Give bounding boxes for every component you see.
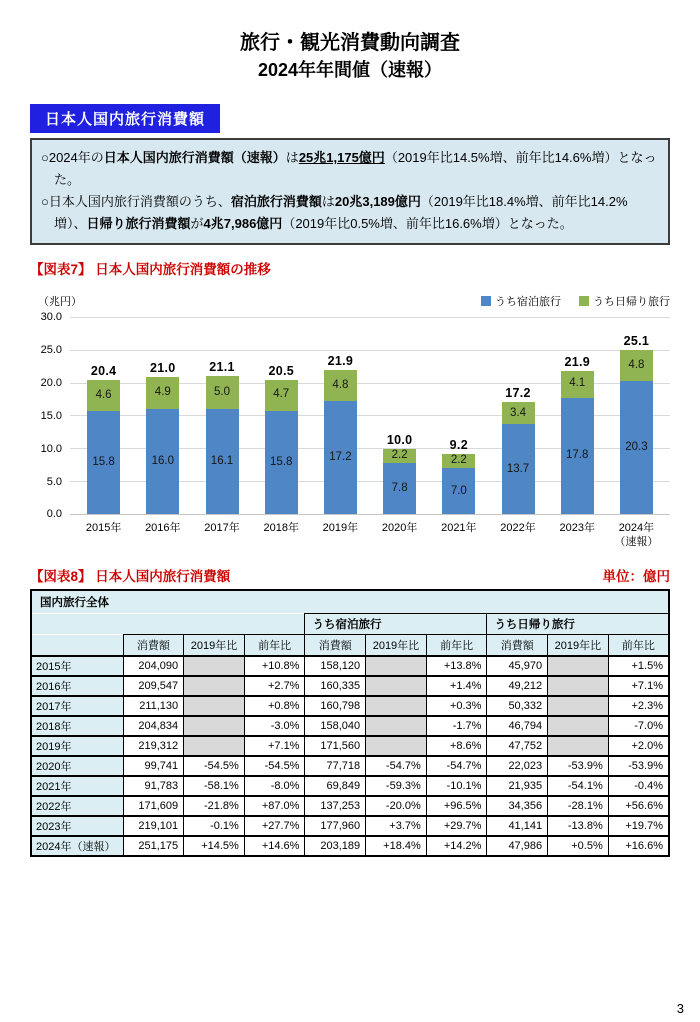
chart-legend bbox=[481, 293, 670, 309]
table-row-2023年 bbox=[31, 816, 669, 836]
bar-2019年 bbox=[311, 354, 370, 514]
empty-gray-cell bbox=[366, 676, 427, 696]
value-cell: -53.9% bbox=[608, 756, 669, 776]
col-header: 消費額 bbox=[487, 635, 548, 656]
value-cell: +0.3% bbox=[426, 696, 487, 716]
empty-gray-cell bbox=[366, 716, 427, 736]
section-badge: 日本人国内旅行消費額 bbox=[30, 104, 220, 133]
value-cell: 160,798 bbox=[305, 696, 366, 716]
table-blank-cell bbox=[31, 614, 305, 635]
value-cell: -0.4% bbox=[608, 776, 669, 796]
summary-bullet bbox=[41, 147, 658, 191]
summary-text-segment: ○2024年の bbox=[41, 150, 104, 166]
empty-gray-cell bbox=[184, 676, 245, 696]
empty-gray-cell bbox=[548, 656, 609, 676]
year-cell: 2023年 bbox=[31, 816, 123, 836]
chart-caption: 【図表7】 日本人国内旅行消費額の推移 bbox=[30, 262, 271, 278]
value-cell: 77,718 bbox=[305, 756, 366, 776]
bars-area bbox=[74, 317, 666, 514]
table-group-header-row bbox=[31, 590, 669, 614]
bar-total-label: 21.9 bbox=[327, 353, 354, 368]
bar-total-label: 17.2 bbox=[505, 386, 531, 401]
bar-segment-daytrip: 2.2 bbox=[383, 449, 416, 463]
table-row-2016年 bbox=[31, 676, 669, 696]
value-cell: 45,970 bbox=[487, 656, 548, 676]
summary-text-segment: （2019年比18.4%増、前年比14.2%増）、 bbox=[54, 194, 628, 232]
bar-segment-lodging: 16.1 bbox=[206, 409, 239, 515]
value-cell: 211,130 bbox=[123, 696, 184, 716]
bar-segment-daytrip: 4.8 bbox=[620, 350, 653, 382]
y-axis-tick-label: 10.0 bbox=[40, 442, 62, 455]
value-cell: +1.4% bbox=[426, 676, 487, 696]
x-axis-label: 2017年 bbox=[204, 522, 240, 535]
summary-text-segment: ○日本人国内旅行消費額のうち、 bbox=[41, 194, 231, 210]
y-axis-tick-label: 30.0 bbox=[40, 311, 62, 324]
year-cell: 2021年 bbox=[31, 776, 123, 796]
year-cell: 2017年 bbox=[31, 696, 123, 716]
value-cell: +2.0% bbox=[608, 736, 669, 756]
x-axis-label: 2018年 bbox=[263, 522, 299, 535]
x-axis-label: 2023年 bbox=[559, 522, 595, 535]
value-cell: 204,090 bbox=[123, 656, 184, 676]
x-axis-labels bbox=[70, 514, 670, 549]
table-row-2017年 bbox=[31, 696, 669, 716]
col-header: 2019年比 bbox=[184, 635, 245, 656]
value-cell: -7.0% bbox=[608, 716, 669, 736]
col-header: 2019年比 bbox=[366, 635, 427, 656]
value-cell: 47,752 bbox=[487, 736, 548, 756]
bar-total-label: 25.1 bbox=[623, 333, 650, 348]
table-row-2019年 bbox=[31, 736, 669, 756]
year-cell: 2018年 bbox=[31, 716, 123, 736]
summary-text-segment: 4兆7,986億円 bbox=[203, 216, 283, 232]
table-row-2020年 bbox=[31, 756, 669, 776]
title-line-1: 旅行・観光消費動向調査 bbox=[240, 32, 460, 54]
summary-bullet bbox=[41, 191, 658, 235]
value-cell: +2.7% bbox=[244, 676, 305, 696]
table-row-2022年 bbox=[31, 796, 669, 816]
value-cell: 158,040 bbox=[305, 716, 366, 736]
bar-segment-daytrip: 3.4 bbox=[502, 402, 535, 424]
year-cell: 2020年 bbox=[31, 756, 123, 776]
value-cell: 41,141 bbox=[487, 816, 548, 836]
bar-segment-lodging: 20.3 bbox=[620, 381, 653, 514]
col-header: 前年比 bbox=[608, 635, 669, 656]
value-cell: -21.8% bbox=[184, 796, 245, 816]
summary-text-segment: が bbox=[190, 216, 204, 232]
value-cell: +14.2% bbox=[426, 836, 487, 856]
x-axis-label: 2016年 bbox=[145, 522, 181, 535]
col-header: 2019年比 bbox=[548, 635, 609, 656]
value-cell: 160,335 bbox=[305, 676, 366, 696]
bar-segment-lodging: 17.8 bbox=[561, 398, 594, 515]
value-cell: 219,312 bbox=[123, 736, 184, 756]
value-cell: +29.7% bbox=[426, 816, 487, 836]
bar-total-label: 10.0 bbox=[386, 432, 413, 447]
col-header: 前年比 bbox=[244, 635, 305, 656]
value-cell: -3.0% bbox=[244, 716, 305, 736]
legend-label-lodging: うち宿泊旅行 bbox=[495, 296, 561, 309]
value-cell: 46,794 bbox=[487, 716, 548, 736]
y-axis bbox=[30, 311, 70, 521]
value-cell: +27.7% bbox=[244, 816, 305, 836]
value-cell: 171,609 bbox=[123, 796, 184, 816]
bar-segment-daytrip: 4.1 bbox=[561, 371, 594, 398]
table-group-header: 国内旅行全体 bbox=[31, 590, 669, 614]
y-axis-tick-label: 25.0 bbox=[40, 344, 62, 357]
x-axis-label: 2015年 bbox=[85, 522, 122, 535]
value-cell: +0.8% bbox=[244, 696, 305, 716]
table-blank-cell bbox=[31, 635, 123, 656]
value-cell: +18.4% bbox=[366, 836, 427, 856]
table-caption: 【図表8】 日本人国内旅行消費額 bbox=[30, 569, 231, 585]
value-cell: 50,332 bbox=[487, 696, 548, 716]
empty-gray-cell bbox=[548, 736, 609, 756]
value-cell: +14.5% bbox=[184, 836, 245, 856]
col-header: 消費額 bbox=[305, 635, 366, 656]
bar-segment-lodging: 7.8 bbox=[383, 463, 416, 514]
bar-total-label: 21.0 bbox=[150, 361, 176, 376]
bar-segment-lodging: 17.2 bbox=[324, 401, 357, 514]
document-title bbox=[30, 30, 670, 82]
consumption-table bbox=[30, 589, 670, 857]
table-subheader-daytrip: うち日帰り旅行 bbox=[487, 614, 669, 635]
value-cell: +3.7% bbox=[366, 816, 427, 836]
bar-segment-lodging: 15.8 bbox=[87, 411, 120, 515]
chart-header bbox=[30, 293, 670, 309]
value-cell: +96.5% bbox=[426, 796, 487, 816]
table-row-2021年 bbox=[31, 776, 669, 796]
bar-2018年 bbox=[252, 364, 311, 515]
value-cell: 137,253 bbox=[305, 796, 366, 816]
empty-gray-cell bbox=[184, 716, 245, 736]
legend-swatch-green-icon bbox=[579, 296, 589, 306]
summary-text-segment: は bbox=[285, 150, 299, 166]
value-cell: -54.7% bbox=[366, 756, 427, 776]
value-cell: +87.0% bbox=[244, 796, 305, 816]
value-cell: +2.3% bbox=[608, 696, 669, 716]
value-cell: 158,120 bbox=[305, 656, 366, 676]
bar-total-label: 20.4 bbox=[90, 364, 117, 379]
empty-gray-cell bbox=[548, 696, 609, 716]
bar-segment-daytrip: 4.7 bbox=[265, 380, 298, 411]
bar-2024年 bbox=[607, 334, 666, 515]
summary-text-segment: 日本人国内旅行消費額（速報） bbox=[103, 150, 286, 166]
page-number: 3 bbox=[676, 1001, 684, 1016]
value-cell: -10.1% bbox=[426, 776, 487, 796]
value-cell: 91,783 bbox=[123, 776, 184, 796]
report-page bbox=[0, 30, 700, 857]
value-cell: 177,960 bbox=[305, 816, 366, 836]
year-cell: 2015年 bbox=[31, 656, 123, 676]
value-cell: +16.6% bbox=[608, 836, 669, 856]
bar-segment-daytrip: 5.0 bbox=[206, 376, 239, 409]
bar-segment-daytrip: 2.2 bbox=[442, 454, 475, 468]
value-cell: 251,175 bbox=[123, 836, 184, 856]
x-axis-label: 2022年 bbox=[500, 522, 536, 535]
summary-text-segment: 25兆1,175億円 bbox=[298, 150, 385, 166]
year-cell: 2022年 bbox=[31, 796, 123, 816]
year-cell: 2019年 bbox=[31, 736, 123, 756]
bar-2021年 bbox=[429, 438, 488, 514]
value-cell: -13.8% bbox=[548, 816, 609, 836]
summary-text-segment: （2019年比14.5%増、前年比14.6%増）となった。 bbox=[54, 150, 657, 188]
empty-gray-cell bbox=[184, 736, 245, 756]
table-subgroup-header-row bbox=[31, 614, 669, 635]
legend-swatch-blue-icon bbox=[481, 296, 491, 306]
value-cell: -59.3% bbox=[366, 776, 427, 796]
empty-gray-cell bbox=[366, 656, 427, 676]
value-cell: 209,547 bbox=[123, 676, 184, 696]
value-cell: -54.1% bbox=[548, 776, 609, 796]
value-cell: 203,189 bbox=[305, 836, 366, 856]
value-cell: +19.7% bbox=[608, 816, 669, 836]
value-cell: 219,101 bbox=[123, 816, 184, 836]
value-cell: 47,986 bbox=[487, 836, 548, 856]
value-cell: -54.5% bbox=[244, 756, 305, 776]
value-cell: -28.1% bbox=[548, 796, 609, 816]
bar-segment-daytrip: 4.6 bbox=[87, 380, 120, 410]
table-row-2015年 bbox=[31, 656, 669, 676]
y-axis-tick-label: 15.0 bbox=[40, 409, 62, 422]
bar-total-label: 20.5 bbox=[268, 363, 294, 378]
value-cell: +1.5% bbox=[608, 656, 669, 676]
y-axis-tick-label: 20.0 bbox=[40, 377, 62, 390]
chart-body bbox=[30, 311, 670, 521]
x-axis-label: 2019年 bbox=[322, 522, 359, 535]
value-cell: +7.1% bbox=[608, 676, 669, 696]
value-cell: +7.1% bbox=[244, 736, 305, 756]
bar-segment-lodging: 15.8 bbox=[265, 411, 298, 515]
value-cell: +8.6% bbox=[426, 736, 487, 756]
value-cell: -54.5% bbox=[184, 756, 245, 776]
value-cell: 99,741 bbox=[123, 756, 184, 776]
empty-gray-cell bbox=[184, 656, 245, 676]
bar-total-label: 21.1 bbox=[209, 359, 235, 374]
table-caption-row bbox=[30, 565, 670, 585]
value-cell: 204,834 bbox=[123, 716, 184, 736]
legend-item-daytrip bbox=[579, 293, 670, 309]
chart-plot bbox=[70, 317, 670, 514]
x-axis-label: 2020年 bbox=[381, 522, 418, 535]
value-cell: -8.0% bbox=[244, 776, 305, 796]
bar-segment-lodging: 7.0 bbox=[442, 468, 475, 514]
y-axis-tick-label: 5.0 bbox=[46, 475, 62, 488]
value-cell: -58.1% bbox=[184, 776, 245, 796]
empty-gray-cell bbox=[366, 696, 427, 716]
x-axis-label: 2021年 bbox=[441, 522, 477, 535]
table-row-2018年 bbox=[31, 716, 669, 736]
bar-segment-daytrip: 4.9 bbox=[146, 377, 179, 409]
y-axis-unit-label: （兆円） bbox=[38, 296, 82, 309]
value-cell: 22,023 bbox=[487, 756, 548, 776]
value-cell: -54.7% bbox=[426, 756, 487, 776]
summary-text-segment: 宿泊旅行消費額 bbox=[230, 194, 322, 210]
bar-total-label: 9.2 bbox=[449, 438, 468, 452]
table-row-2024年（速報） bbox=[31, 836, 669, 856]
empty-gray-cell bbox=[548, 676, 609, 696]
value-cell: 21,935 bbox=[487, 776, 548, 796]
summary-text-segment: 日帰り旅行消費額 bbox=[86, 216, 191, 232]
stacked-bar-chart bbox=[30, 293, 670, 549]
summary-box bbox=[30, 138, 670, 245]
legend-label-daytrip: うち日帰り旅行 bbox=[593, 296, 670, 309]
col-header: 前年比 bbox=[426, 635, 487, 656]
empty-gray-cell bbox=[366, 736, 427, 756]
x-axis-label: 2024年 （速報） bbox=[614, 522, 659, 549]
value-cell: 49,212 bbox=[487, 676, 548, 696]
value-cell: +13.8% bbox=[426, 656, 487, 676]
title-line-2: 2024年年間値（速報） bbox=[257, 60, 443, 80]
summary-text-segment: （2019年比0.5%増、前年比16.6%増）となった。 bbox=[282, 216, 573, 232]
bar-segment-lodging: 13.7 bbox=[502, 424, 535, 514]
bar-2015年 bbox=[74, 364, 133, 514]
table-column-header-row bbox=[31, 635, 669, 656]
bar-2020年 bbox=[370, 433, 429, 515]
value-cell: +56.6% bbox=[608, 796, 669, 816]
empty-gray-cell bbox=[548, 716, 609, 736]
col-header: 消費額 bbox=[123, 635, 184, 656]
value-cell: +10.8% bbox=[244, 656, 305, 676]
year-cell: 2016年 bbox=[31, 676, 123, 696]
bar-2023年 bbox=[548, 355, 607, 515]
value-cell: 34,356 bbox=[487, 796, 548, 816]
bar-segment-lodging: 16.0 bbox=[146, 409, 179, 514]
value-cell: +0.5% bbox=[548, 836, 609, 856]
value-cell: -0.1% bbox=[184, 816, 245, 836]
y-axis-tick-label: 0.0 bbox=[46, 508, 62, 521]
table-subheader-lodging: うち宿泊旅行 bbox=[305, 614, 487, 635]
value-cell: +14.6% bbox=[244, 836, 305, 856]
bar-segment-daytrip: 4.8 bbox=[324, 370, 357, 402]
legend-item-lodging bbox=[481, 293, 561, 309]
value-cell: -53.9% bbox=[548, 756, 609, 776]
summary-text-segment: は bbox=[321, 194, 335, 210]
year-cell: 2024年（速報） bbox=[31, 836, 123, 856]
value-cell: -20.0% bbox=[366, 796, 427, 816]
value-cell: 171,560 bbox=[305, 736, 366, 756]
summary-text-segment: 20兆3,189億円 bbox=[334, 194, 421, 210]
bar-2017年 bbox=[192, 360, 251, 515]
bar-2022年 bbox=[488, 386, 547, 514]
value-cell: 69,849 bbox=[305, 776, 366, 796]
value-cell: -1.7% bbox=[426, 716, 487, 736]
empty-gray-cell bbox=[184, 696, 245, 716]
table-unit-label: 単位：億円 bbox=[602, 569, 670, 585]
bar-total-label: 21.9 bbox=[564, 354, 590, 369]
bar-2016年 bbox=[133, 361, 192, 514]
